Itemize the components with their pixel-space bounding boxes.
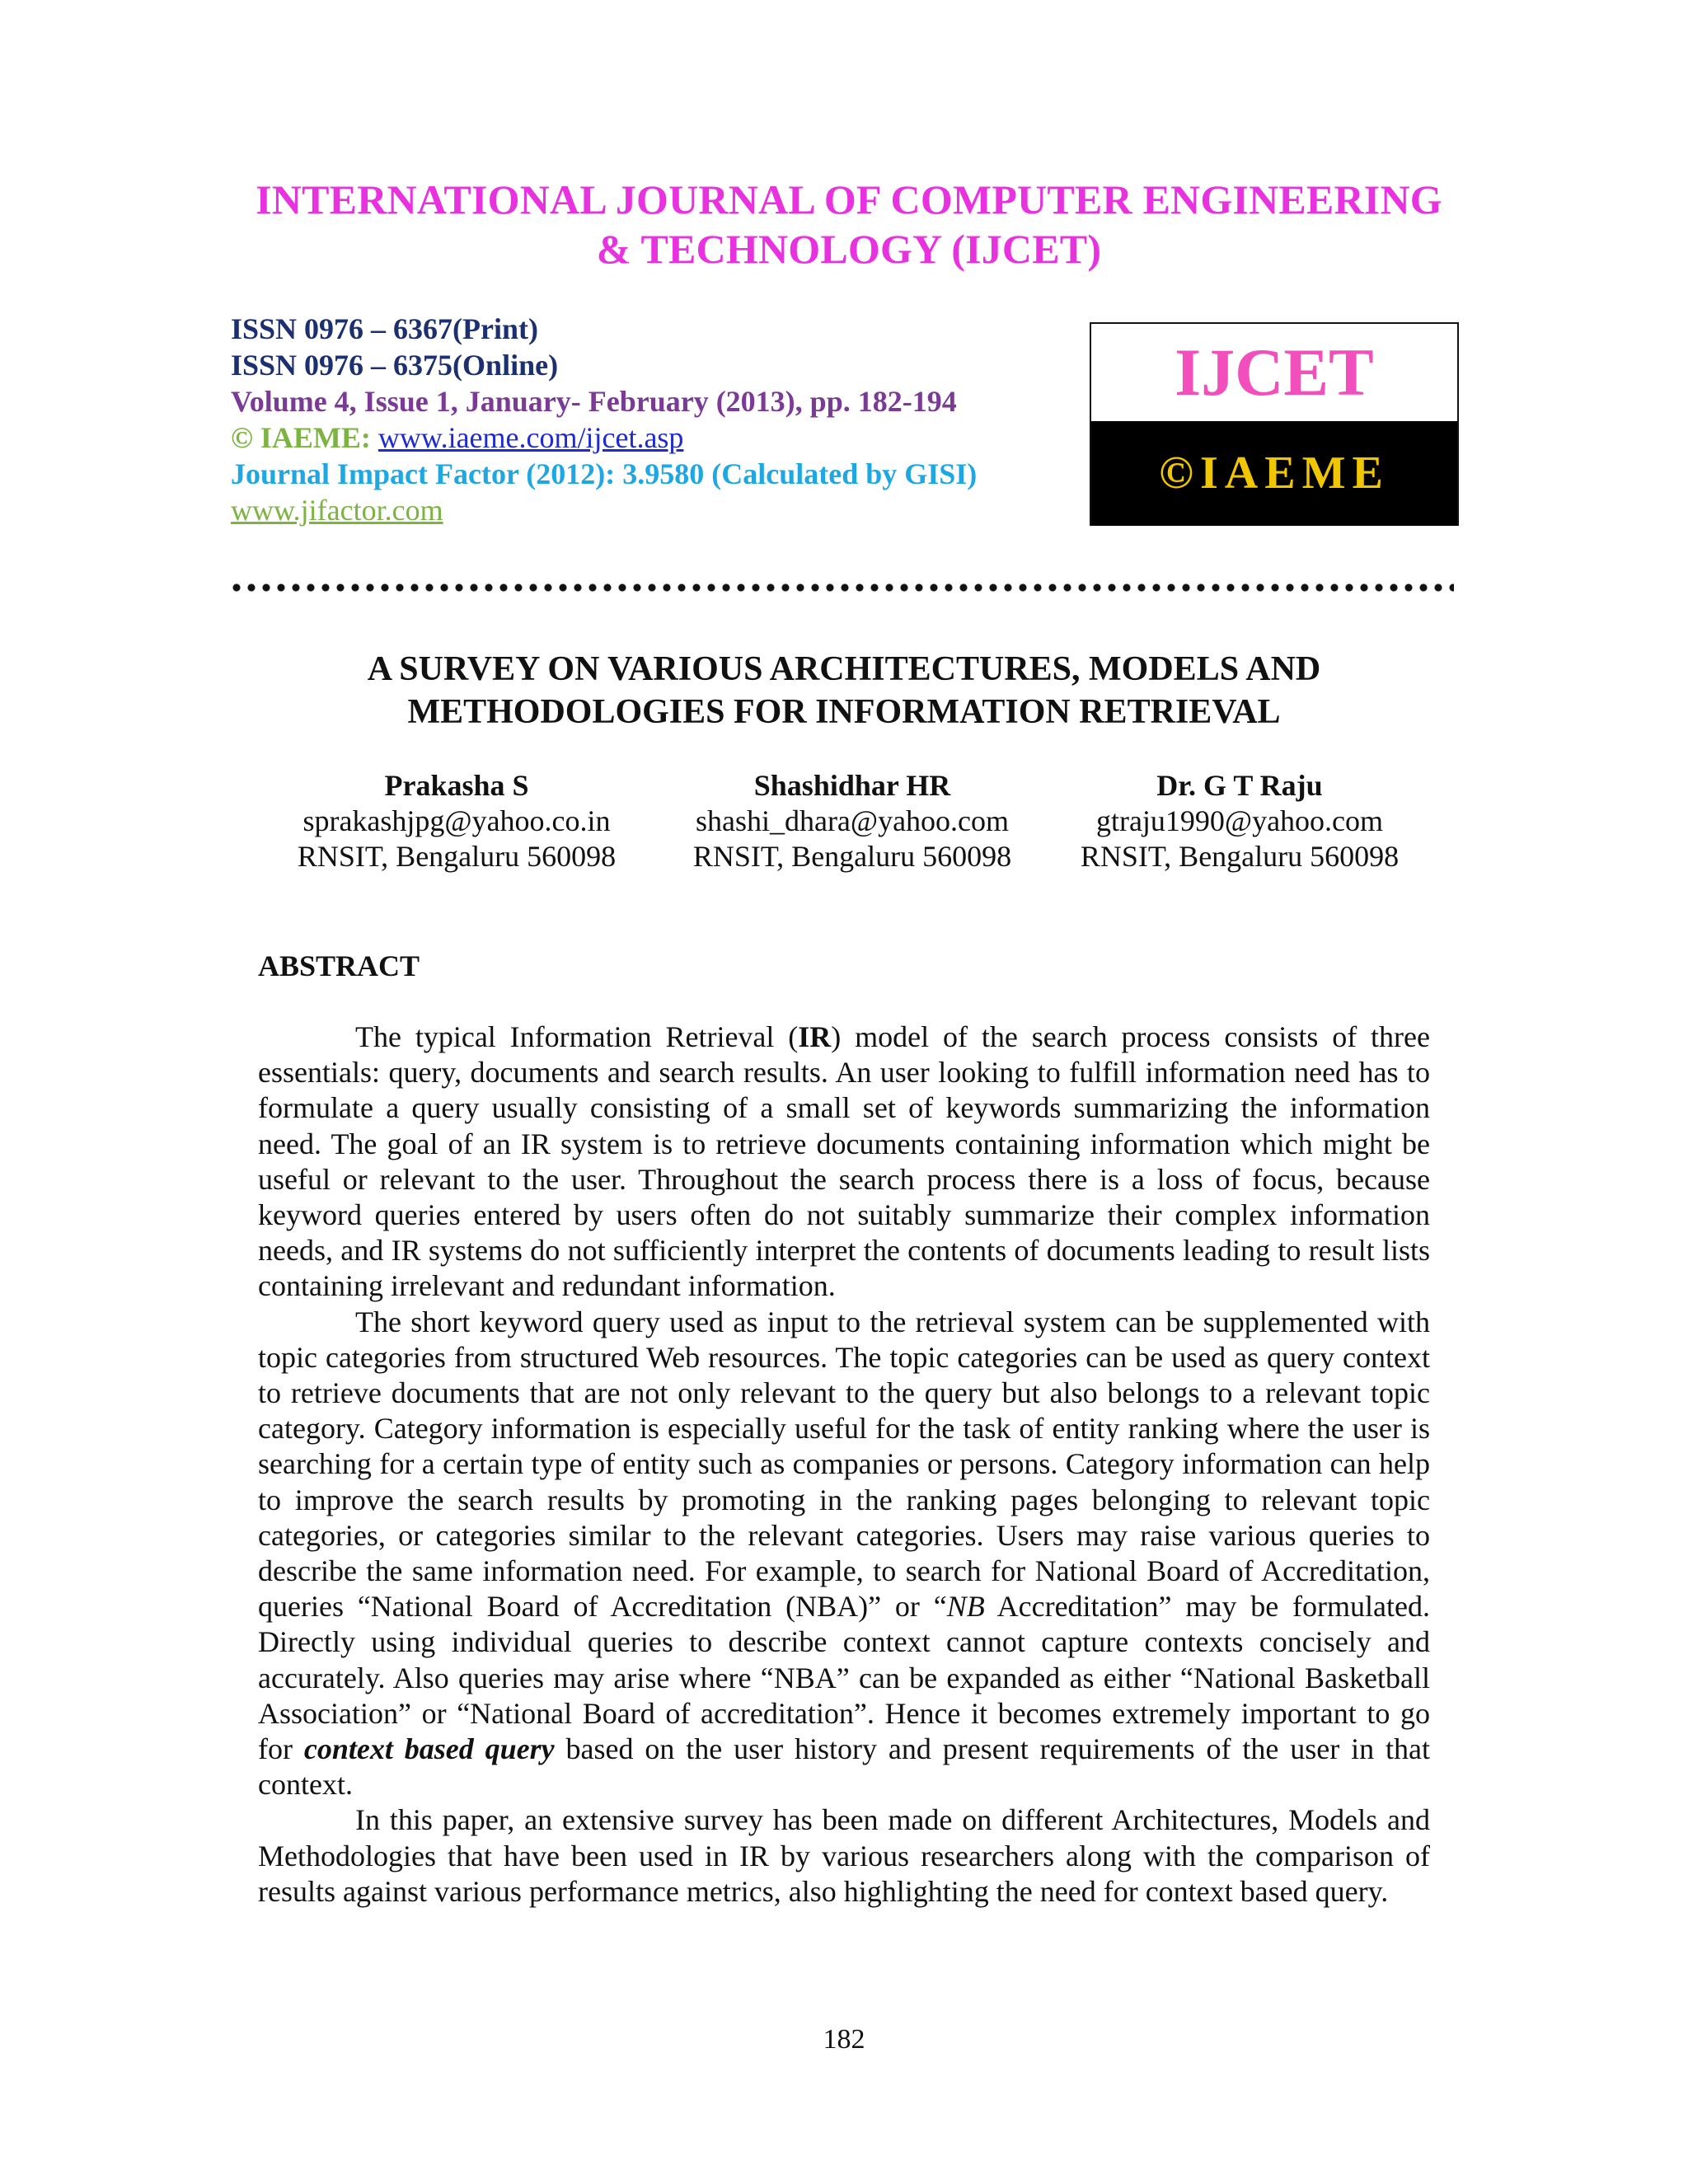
journal-title-line1: INTERNATIONAL JOURNAL OF COMPUTER ENGINEERING <box>256 176 1442 223</box>
abstract-paragraph-3: In this paper, an extensive survey has been made on different Architectures, Models and Methodologies that have been used in IR by various researchers along with the comparison of results against various performance metrics, also highlighting the need for context based query. <box>258 1803 1430 1908</box>
abstract-paragraph-2: The short keyword query used as input to the retrieval system can be supplemented with topic categories from structured Web resources. The topic categories can be used as query context to retrieve documents that are not only relevant to the query but also belongs to a relevant topic category. Category information is especially useful for the task of entity ranking where the user is searching for a certain type of entity such as companies or persons. Category information can help to improve the search results by promoting in the ranking pages belonging to relevant topic categories, or categories similar to the relevant categories. Users may raise various queries to describe the same information need. For example, to search for National Board of Accreditation, queries “National Board of Accreditation (NBA)” or “NB Accreditation” may be formulated. Directly using individual queries to describe context cannot capture contexts concisely and accurately. Also queries may arise where “NBA” can be expanded as either “National Basketball Association” or “National Board of accreditation”. Hence it becomes extremely important to go for context based query based on the user history and present requirements of the user in that context. <box>258 1305 1430 1802</box>
dotted-divider <box>229 583 1454 593</box>
issn-print: ISSN 0976 – 6367(Print) <box>231 312 539 345</box>
nb-italic: NB <box>946 1590 985 1624</box>
impact-factor: Journal Impact Factor (2012): 3.9580 (Calculated by GISI) <box>231 457 978 490</box>
logo-iaeme-text: ©IAEME <box>1091 421 1457 526</box>
journal-title-line2: & TECHNOLOGY (IJCET) <box>596 226 1102 272</box>
author-affiliation: RNSIT, Bengaluru 560098 <box>297 840 617 873</box>
author-email: shashi_dhara@yahoo.com <box>695 804 1010 837</box>
page-number: 182 <box>823 2024 865 2055</box>
author-1 <box>267 768 646 874</box>
author-affiliation: RNSIT, Bengaluru 560098 <box>692 840 1012 873</box>
context-based-query-emphasis: context based query <box>303 1732 555 1766</box>
paper-title-line1: A SURVEY ON VARIOUS ARCHITECTURES, MODELS AND <box>367 650 1321 688</box>
iaeme-line <box>231 419 1055 456</box>
volume-info: Volume 4, Issue 1, January- February (2013), pp. 182-194 <box>231 385 957 418</box>
author-name: Shashidhar HR <box>753 769 951 802</box>
author-email: gtraju1990@yahoo.com <box>1095 804 1384 837</box>
abstract-paragraph-1: The typical Information Retrieval (IR) model of the search process consists of three essentials: query, documents and search results. An user looking to fulfill information need has to formulate a query usually consisting of a small set of keywords summarizing the information need. The goal of an IR system is to retrieve documents containing information which might be useful or relevant to the user. Throughout the search process there is a loss of focus, because keyword queries entered by users often do not suitably summarize their complex information needs, and IR systems do not sufficiently interpret the contents of documents leading to result lists containing irrelevant and redundant information. <box>258 1020 1430 1303</box>
journal-title <box>231 175 1467 274</box>
jifactor-link[interactable]: www.jifactor.com <box>231 494 443 527</box>
paper-title <box>231 648 1457 733</box>
iaeme-link[interactable]: www.iaeme.com/ijcet.asp <box>377 421 684 454</box>
journal-meta <box>231 311 1055 528</box>
author-name: Dr. G T Raju <box>1156 769 1323 802</box>
abstract-body <box>258 1019 1430 1910</box>
author-name: Prakasha S <box>384 769 529 802</box>
author-2 <box>663 768 1042 874</box>
paper-title-line2: METHODOLOGIES FOR INFORMATION RETRIEVAL <box>407 693 1281 731</box>
ir-bold: IR <box>798 1020 832 1053</box>
author-affiliation: RNSIT, Bengaluru 560098 <box>1080 840 1400 873</box>
ijcet-logo <box>1090 322 1459 526</box>
author-email: sprakashjpg@yahoo.co.in <box>302 804 611 837</box>
author-3 <box>1050 768 1429 874</box>
issn-online: ISSN 0976 – 6375(Online) <box>231 349 559 382</box>
logo-ijcet-text: IJCET <box>1091 324 1457 421</box>
iaeme-label: © IAEME: <box>231 421 371 454</box>
abstract-heading: ABSTRACT <box>258 949 420 982</box>
